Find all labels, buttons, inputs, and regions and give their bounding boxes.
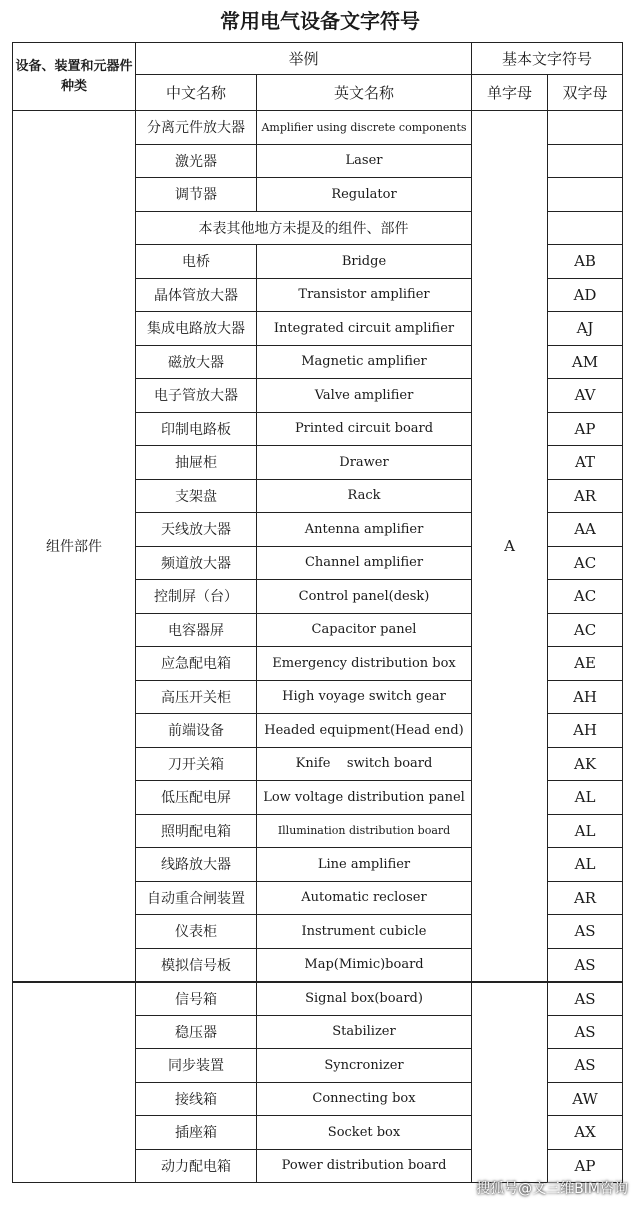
double-letter-cell: AW [548,1082,623,1116]
double-letter-cell: AL [548,814,623,848]
chinese-name-cell: 信号箱 [136,982,257,1016]
english-name-cell: Illumination distribution board [257,814,472,848]
double-letter-cell: AP [548,412,623,446]
english-name-cell: Map(Mimic)board [257,948,472,982]
header-category: 设备、装置和元器件种类 [13,43,136,111]
double-letter-cell [548,178,623,212]
english-name-cell: Emergency distribution box [257,647,472,681]
english-name-cell: High voyage switch gear [257,680,472,714]
chinese-name-cell: 同步装置 [136,1049,257,1083]
header-example: 举例 [136,43,472,75]
double-letter-cell: AB [548,245,623,279]
english-name-cell: Channel amplifier [257,546,472,580]
english-name-cell: Instrument cubicle [257,915,472,949]
chinese-name-cell: 频道放大器 [136,546,257,580]
chinese-name-cell: 分离元件放大器 [136,111,257,145]
english-name-cell: Signal box(board) [257,982,472,1016]
english-name-cell: Valve amplifier [257,379,472,413]
symbol-table [12,42,623,1183]
double-letter-cell: AV [548,379,623,413]
english-name-cell: Magnetic amplifier [257,345,472,379]
header-basic-symbol: 基本文字符号 [472,43,623,75]
double-letter-cell: AA [548,513,623,547]
header-english-name: 英文名称 [257,75,472,111]
chinese-name-cell: 稳压器 [136,1015,257,1049]
single-letter-cell: A [472,111,548,982]
english-name-cell: Laser [257,144,472,178]
double-letter-cell: AJ [548,312,623,346]
chinese-name-cell: 接线箱 [136,1082,257,1116]
chinese-name-cell: 仪表柜 [136,915,257,949]
chinese-name-cell: 高压开关柜 [136,680,257,714]
double-letter-cell: AS [548,982,623,1016]
english-name-cell: Transistor amplifier [257,278,472,312]
double-letter-cell: AC [548,580,623,614]
english-name-cell: Syncronizer [257,1049,472,1083]
chinese-name-cell: 支架盘 [136,479,257,513]
chinese-name-cell: 激光器 [136,144,257,178]
header-chinese-name: 中文名称 [136,75,257,111]
chinese-name-cell: 刀开关箱 [136,747,257,781]
table-row [13,111,623,145]
span-name-cell: 本表其他地方未提及的组件、部件 [136,211,472,245]
double-letter-cell [548,111,623,145]
english-name-cell: Headed equipment(Head end) [257,714,472,748]
chinese-name-cell: 线路放大器 [136,848,257,882]
chinese-name-cell: 应急配电箱 [136,647,257,681]
chinese-name-cell: 集成电路放大器 [136,312,257,346]
chinese-name-cell: 调节器 [136,178,257,212]
double-letter-cell: AT [548,446,623,480]
double-letter-cell: AS [548,1015,623,1049]
double-letter-cell: AR [548,479,623,513]
double-letter-cell: AH [548,680,623,714]
double-letter-cell: AM [548,345,623,379]
english-name-cell: Bridge [257,245,472,279]
double-letter-cell: AP [548,1149,623,1183]
chinese-name-cell: 晶体管放大器 [136,278,257,312]
double-letter-cell: AC [548,546,623,580]
double-letter-cell [548,211,623,245]
english-name-cell: Amplifier using discrete components [257,111,472,145]
chinese-name-cell: 电子管放大器 [136,379,257,413]
single-letter-cell-blank [472,982,548,1183]
chinese-name-cell: 照明配电箱 [136,814,257,848]
double-letter-cell: AL [548,781,623,815]
double-letter-cell: AR [548,881,623,915]
chinese-name-cell: 自动重合闸装置 [136,881,257,915]
chinese-name-cell: 模拟信号板 [136,948,257,982]
chinese-name-cell: 前端设备 [136,714,257,748]
chinese-name-cell: 控制屏（台） [136,580,257,614]
english-name-cell: Knife switch board [257,747,472,781]
english-name-cell: Stabilizer [257,1015,472,1049]
page-title: 常用电气设备文字符号 [220,9,420,33]
category-cell-blank [13,982,136,1183]
double-letter-cell: AS [548,915,623,949]
chinese-name-cell: 电桥 [136,245,257,279]
chinese-name-cell: 低压配电屏 [136,781,257,815]
english-name-cell: Regulator [257,178,472,212]
english-name-cell: Drawer [257,446,472,480]
header-double-letter: 双字母 [548,75,623,111]
double-letter-cell: AD [548,278,623,312]
chinese-name-cell: 电容器屏 [136,613,257,647]
double-letter-cell: AH [548,714,623,748]
english-name-cell: Printed circuit board [257,412,472,446]
english-name-cell: Control panel(desk) [257,580,472,614]
header-single-letter: 单字母 [472,75,548,111]
double-letter-cell: AS [548,1049,623,1083]
chinese-name-cell: 抽屉柜 [136,446,257,480]
double-letter-cell [548,144,623,178]
table-row [13,982,623,1016]
chinese-name-cell: 动力配电箱 [136,1149,257,1183]
double-letter-cell: AE [548,647,623,681]
english-name-cell: Antenna amplifier [257,513,472,547]
double-letter-cell: AC [548,613,623,647]
chinese-name-cell: 天线放大器 [136,513,257,547]
english-name-cell: Automatic recloser [257,881,472,915]
english-name-cell: Low voltage distribution panel [257,781,472,815]
english-name-cell: Socket box [257,1116,472,1150]
double-letter-cell: AK [548,747,623,781]
double-letter-cell: AX [548,1116,623,1150]
chinese-name-cell: 印制电路板 [136,412,257,446]
english-name-cell: Rack [257,479,472,513]
watermark: 搜狐号@文三维BIM咨询 [476,1181,628,1197]
chinese-name-cell: 磁放大器 [136,345,257,379]
double-letter-cell: AS [548,948,623,982]
english-name-cell: Connecting box [257,1082,472,1116]
english-name-cell: Capacitor panel [257,613,472,647]
chinese-name-cell: 插座箱 [136,1116,257,1150]
double-letter-cell: AL [548,848,623,882]
english-name-cell: Line amplifier [257,848,472,882]
category-cell: 组件部件 [13,111,136,982]
english-name-cell: Integrated circuit amplifier [257,312,472,346]
english-name-cell: Power distribution board [257,1149,472,1183]
